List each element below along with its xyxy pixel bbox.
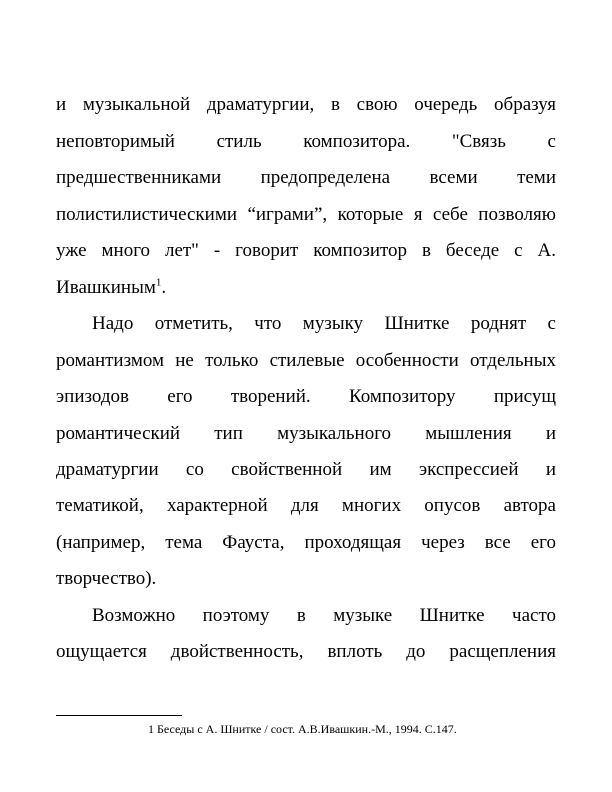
- footnote-reference: 1: [155, 276, 162, 289]
- text-line-5: уже много лет" - говорит композитор в беседе с А.: [56, 240, 556, 261]
- text-line-9: эпизодов его творений. Композитору присущ: [56, 386, 556, 407]
- text-line-8: романтизмом не только стилевые особенности отдельных: [56, 350, 556, 371]
- text-line-6: [56, 276, 556, 300]
- footnote-text: Беседы с А. Шнитке / сост. А.В.Ивашкин.-М., 1994. С.147.: [157, 722, 457, 736]
- footnote-marker: 1: [148, 722, 154, 736]
- text-line-6-period: .: [161, 277, 167, 298]
- text-line-3: предшественниками предопределена всеми теми: [56, 167, 556, 188]
- text-line-16: ощущается двойственность, вплоть до расщепления: [56, 641, 556, 662]
- footnote: [148, 722, 588, 736]
- text-line-15: Возможно поэтому в музыке Шнитке часто: [92, 605, 556, 626]
- text-line-14: творчество).: [56, 568, 157, 589]
- text-line-4: полистилистическими “играми”, которые я себе позволяю: [56, 204, 556, 225]
- text-line-7: Надо отметить, что музыку Шнитке роднят с: [92, 313, 556, 334]
- text-line-10: романтический тип музыкального мышления и: [56, 423, 556, 444]
- text-line-12: тематикой, характерной для многих опусов автора: [56, 495, 556, 516]
- footnote-separator: [56, 715, 182, 716]
- text-line-1: и музыкальной драматургии, в свою очередь образуя: [56, 94, 556, 115]
- text-line-6-body: Ивашкиным: [56, 277, 156, 298]
- text-line-2: неповторимый стиль композитора. "Связь с: [56, 131, 556, 152]
- text-line-11: драматургии со свойственной им экспрессией и: [56, 459, 556, 480]
- text-line-13: (например, тема Фауста, проходящая через все его: [56, 532, 556, 553]
